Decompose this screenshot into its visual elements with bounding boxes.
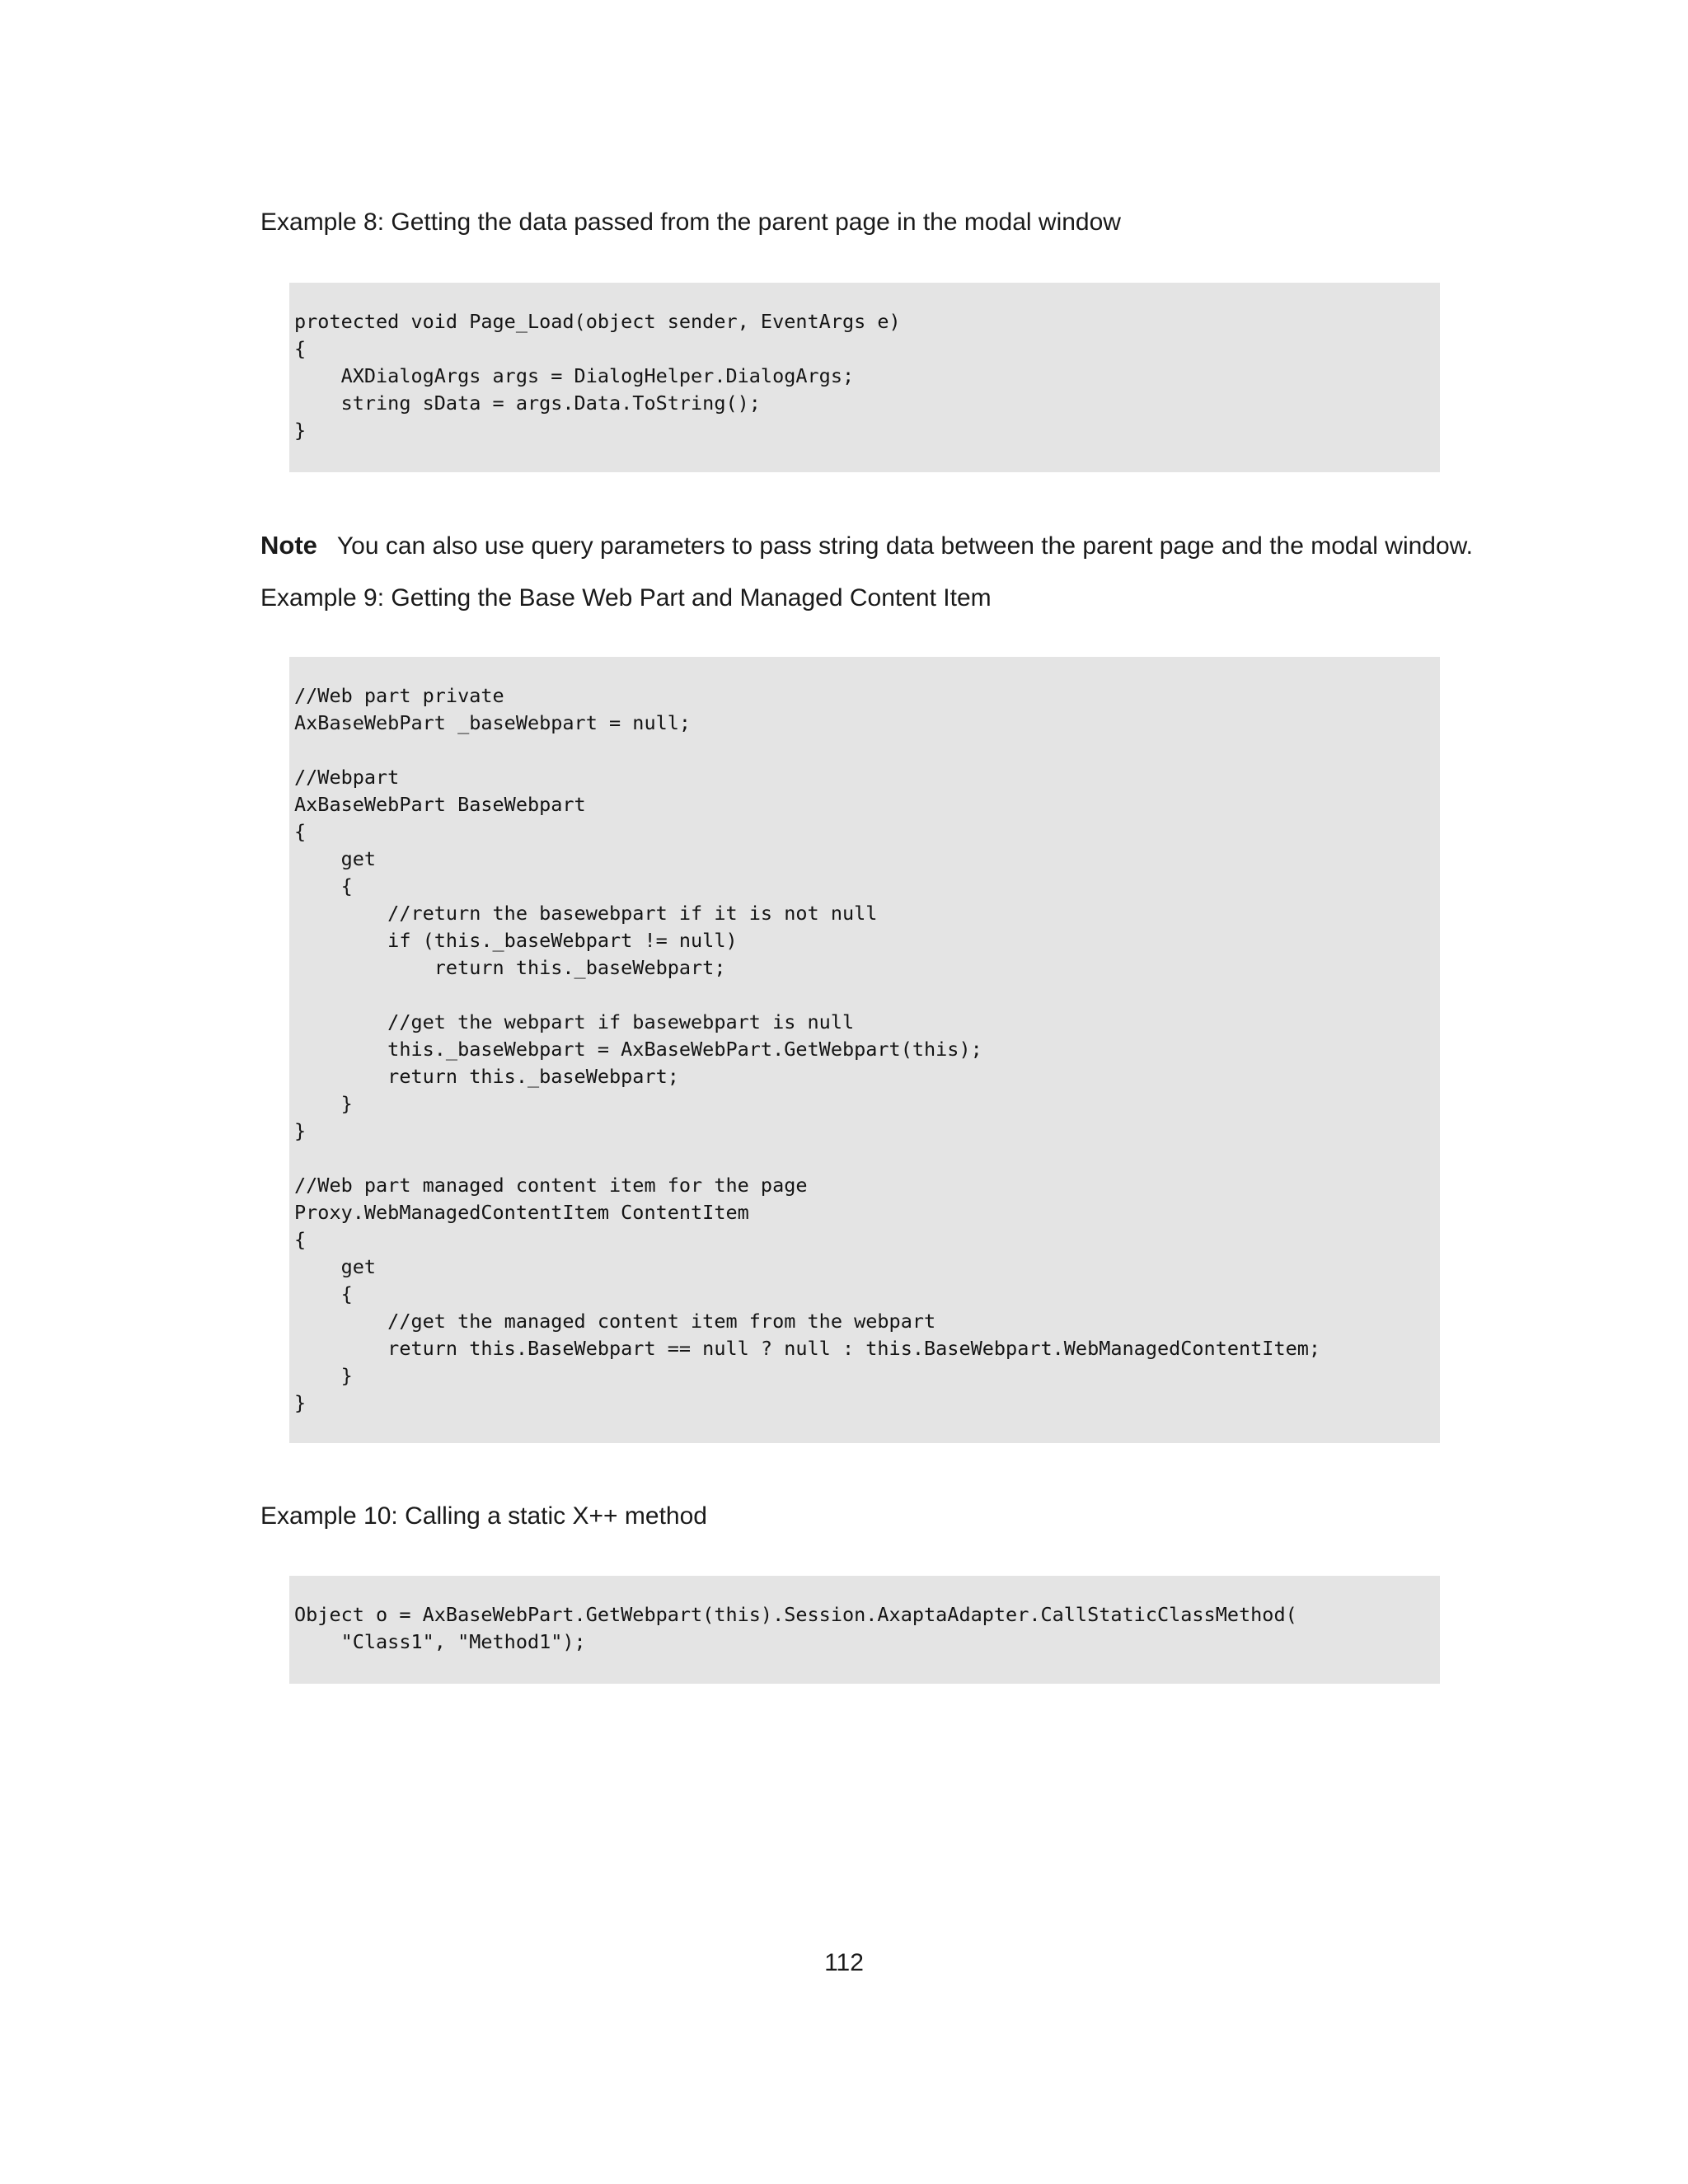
page-number: 112 — [824, 1949, 864, 1976]
example-9-code-block — [289, 657, 1440, 1443]
example-8-code-block — [289, 283, 1440, 472]
example-9-caption: Example 9: Getting the Base Web Part and Managed Content Item — [260, 584, 992, 612]
note-text: You can also use query parameters to pass string data between the parent page and the modal window. — [336, 532, 1474, 560]
example-10-code: Object o = AxBaseWebPart.GetWebpart(this).Session.AxaptaAdapter.CallStaticClassMethod( "Class1", "Method1"); — [294, 1603, 1297, 1653]
example-8-code: protected void Page_Load(object sender, EventArgs e) { AXDialogArgs args = DialogHelper.DialogArgs; string sData = args.Data.ToString(); } — [294, 310, 901, 442]
example-8-caption: Example 8: Getting the data passed from the parent page in the modal window — [260, 209, 1121, 236]
note-paragraph — [260, 529, 1473, 563]
example-9-code: //Web part private AxBaseWebPart _baseWebpart = null; //Webpart AxBaseWebPart BaseWebpart { get { //return the basewebpart if it is not null if (this._baseWebpart != null) return this._baseWebpart; //get the webpart if basewebpart is null this._baseWebpart = AxBaseWebPart.GetWebpart(this); return this._baseWebpart; } } //Web part managed content item for the page Proxy.WebManagedContentItem ContentItem { get { //get the managed content item from the webpart return this.BaseWebpart == null ? null : this.BaseWebpart.WebManagedContentItem; } } — [294, 684, 1321, 1414]
note-label: Note — [260, 531, 317, 560]
example-10-code-block — [289, 1576, 1440, 1684]
example-10-caption: Example 10: Calling a static X++ method — [260, 1502, 707, 1530]
